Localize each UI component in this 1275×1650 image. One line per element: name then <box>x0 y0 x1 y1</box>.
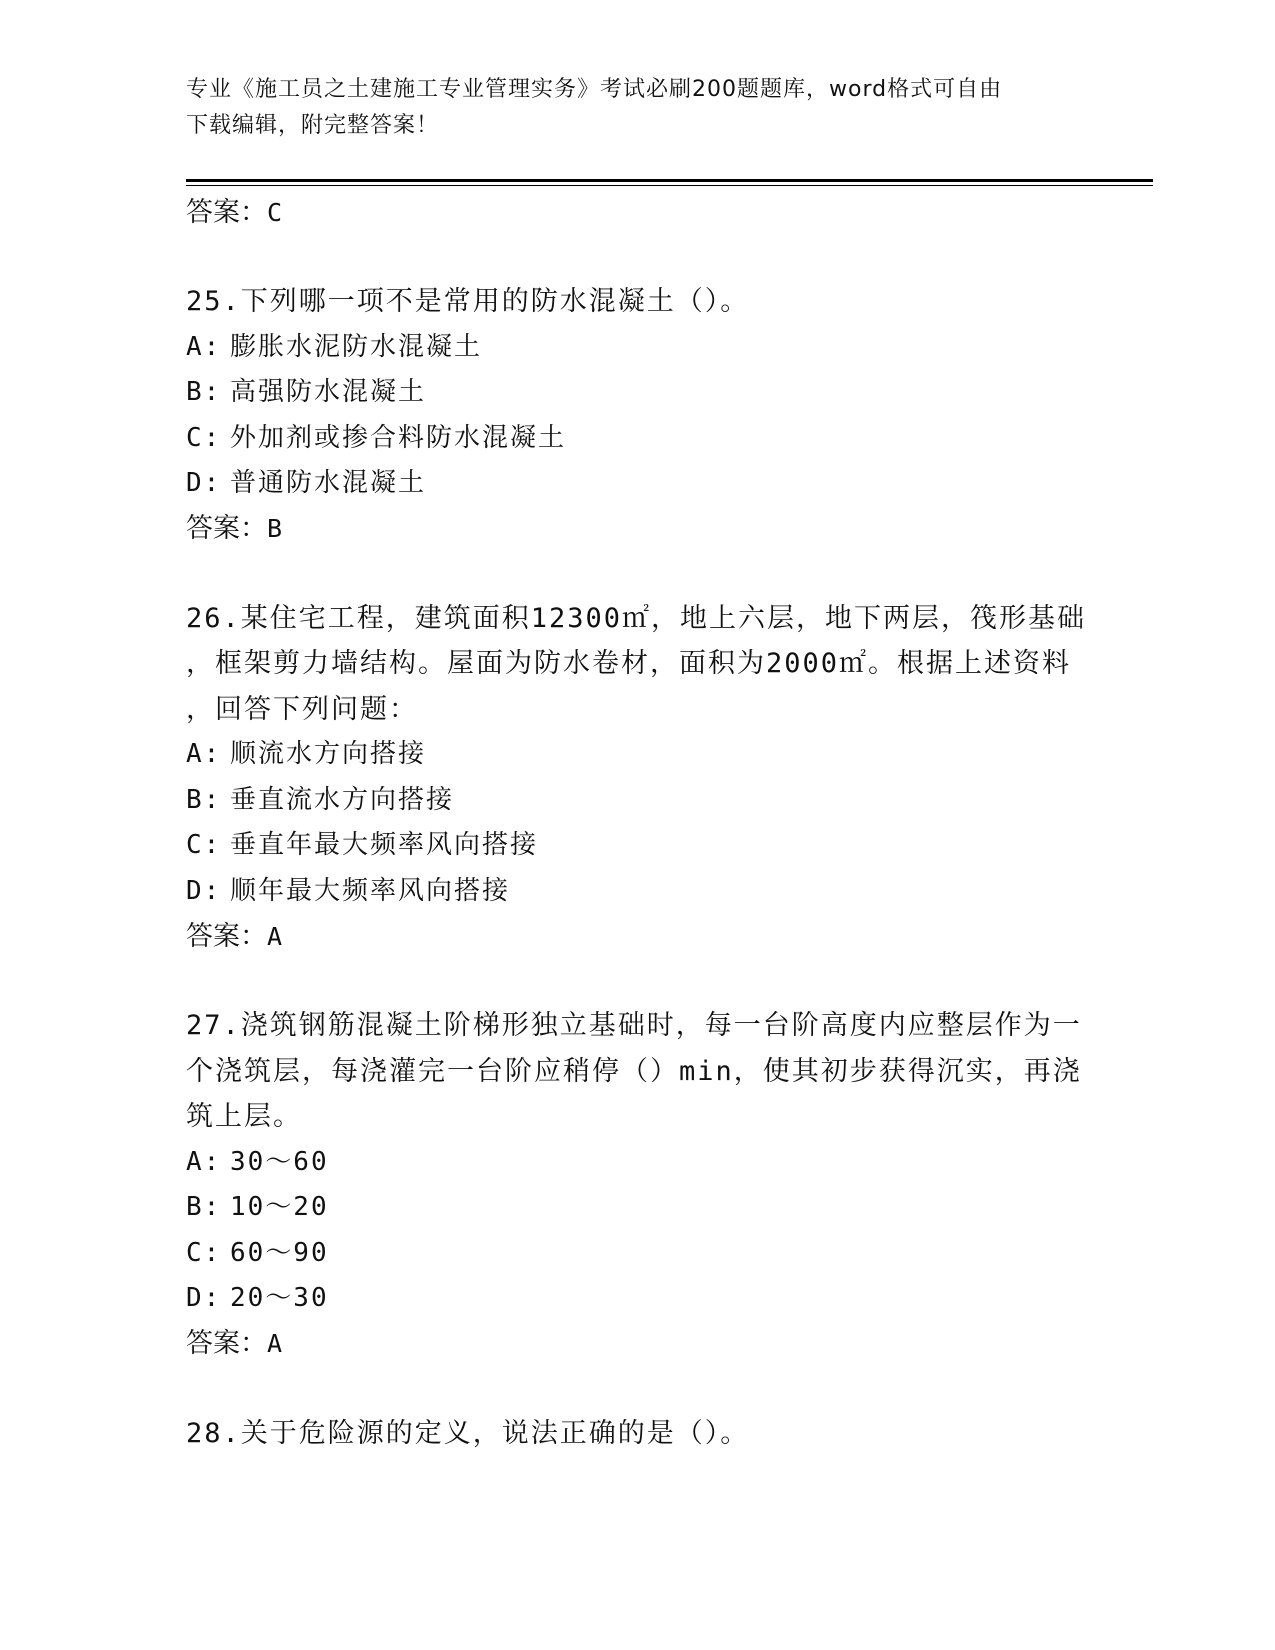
answer-label: 答案： <box>186 1328 267 1359</box>
answer-value: C <box>267 197 283 227</box>
question-list <box>186 190 1086 1456</box>
option-d <box>186 461 1086 507</box>
option-d <box>186 1276 1086 1322</box>
option-text: 膨胀水泥防水混凝土 <box>230 331 483 362</box>
option-a <box>186 732 1086 778</box>
header-divider-thin <box>186 185 1153 186</box>
option-text: 10～20 <box>230 1192 329 1222</box>
option-a <box>186 325 1086 371</box>
option-a <box>186 1140 1086 1186</box>
option-key: C: <box>186 422 222 453</box>
answer-value: B <box>267 514 283 543</box>
option-text: 顺年最大频率风向搭接 <box>230 875 511 906</box>
option-key: C: <box>186 1237 222 1268</box>
option-key: D: <box>186 875 222 906</box>
header-line-1: 专业《施工员之土建施工专业管理实务》考试必刷200题题库，word格式可自由 <box>186 77 1003 102</box>
option-text: 垂直流水方向搭接 <box>230 784 455 815</box>
option-text: 外加剂或掺合料防水混凝土 <box>230 422 567 453</box>
question-text: 25.下列哪一项不是常用的防水混凝土（）。 <box>186 286 750 317</box>
option-key: D: <box>186 1283 222 1313</box>
option-key: B: <box>186 377 222 407</box>
question-text: 27.浇筑钢筋混凝土阶梯形独立基础时，每一台阶高度内应整层作为一 <box>186 1010 1082 1041</box>
option-d <box>186 869 1086 915</box>
option-key: B: <box>186 784 222 815</box>
question-text: ，框架剪力墙结构。屋面为防水卷材，面积为2000㎡。根据上述资料 <box>186 648 1072 679</box>
option-text: 普通防水混凝土 <box>230 468 427 498</box>
option-c <box>186 416 1086 462</box>
question-text: 筑上层。 <box>186 1101 302 1132</box>
header-line-2: 下载编辑，附完整答案！ <box>186 113 440 138</box>
option-b <box>186 370 1086 416</box>
answer-line <box>186 190 1086 235</box>
option-b <box>186 1185 1086 1231</box>
answer-value: A <box>267 921 283 951</box>
option-key: B: <box>186 1192 222 1222</box>
option-text: 20～30 <box>230 1283 329 1313</box>
answer-value: A <box>267 1329 283 1358</box>
option-text: 垂直年最大频率风向搭接 <box>230 830 539 860</box>
option-text: 30～60 <box>230 1146 329 1177</box>
option-b <box>186 778 1086 824</box>
question-text: ，回答下列问题： <box>186 693 418 725</box>
option-key: A: <box>186 739 222 769</box>
option-text: 60～90 <box>230 1237 329 1268</box>
header-divider-thick <box>186 179 1153 182</box>
question-25 <box>186 279 1086 325</box>
option-c <box>186 823 1086 869</box>
option-key: A: <box>186 331 222 362</box>
option-text: 顺流水方向搭接 <box>230 739 427 769</box>
question-26 <box>186 596 1086 733</box>
question-text: 28.关于危险源的定义，说法正确的是（）。 <box>186 1417 750 1449</box>
document-header <box>186 72 1086 144</box>
option-text: 高强防水混凝土 <box>230 377 427 407</box>
answer-line <box>186 507 1086 552</box>
answer-line <box>186 914 1086 959</box>
answer-label: 答案： <box>186 920 267 952</box>
answer-line <box>186 1322 1086 1367</box>
option-key: D: <box>186 468 222 498</box>
question-text: 26.某住宅工程，建筑面积12300㎡，地上六层，地下两层，筏形基础 <box>186 602 1087 634</box>
answer-label: 答案： <box>186 196 267 228</box>
question-27 <box>186 1003 1086 1140</box>
option-c <box>186 1231 1086 1277</box>
option-key: A: <box>186 1146 222 1177</box>
answer-label: 答案： <box>186 513 267 544</box>
question-28 <box>186 1411 1086 1457</box>
option-key: C: <box>186 830 222 860</box>
question-text: 个浇筑层，每浇灌完一台阶应稍停（）min，使其初步获得沉实，再浇 <box>186 1055 1082 1087</box>
